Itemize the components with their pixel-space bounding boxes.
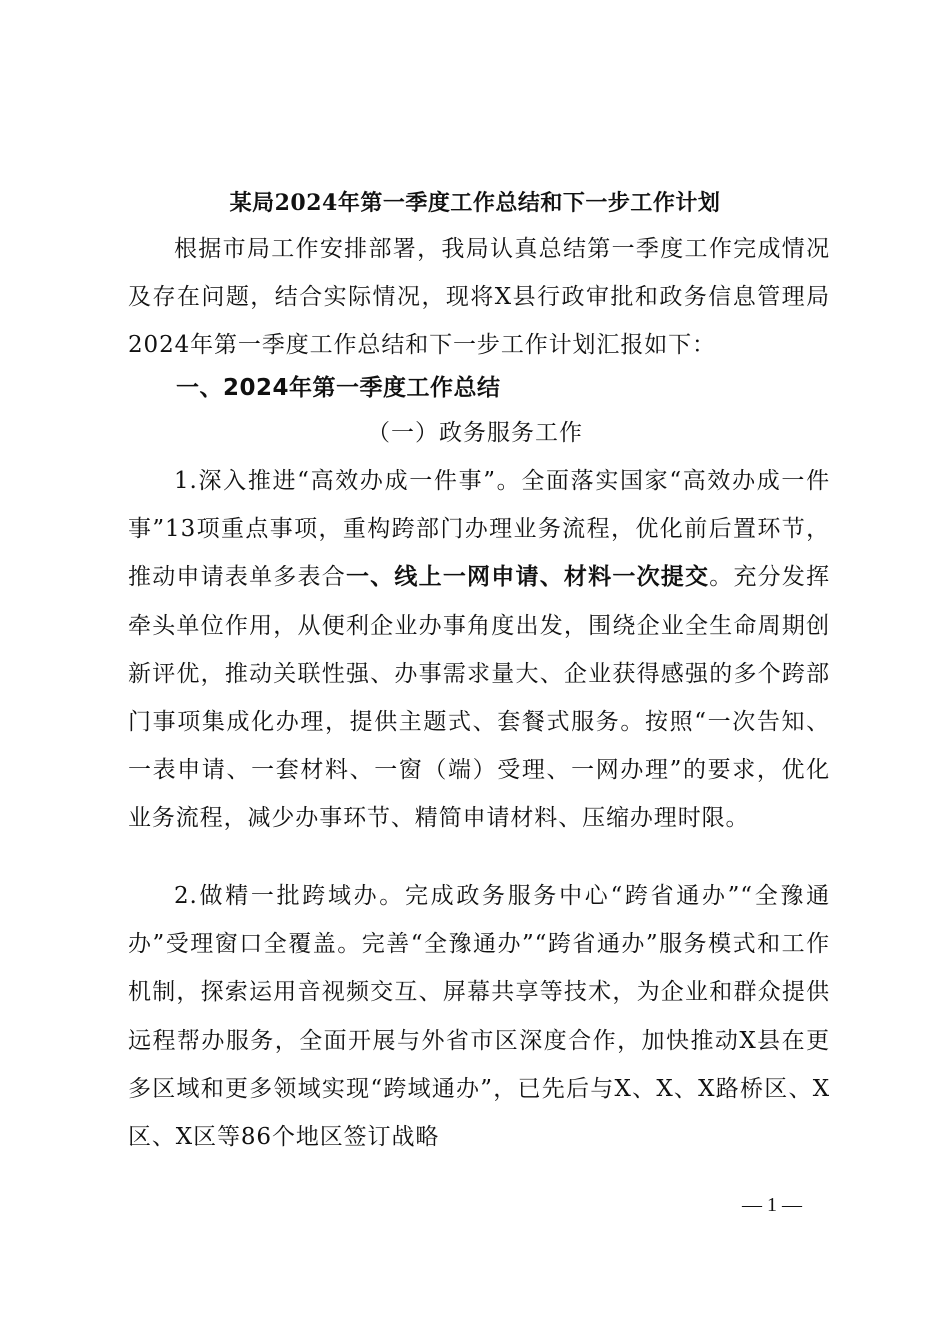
paragraph-item-2 <box>128 872 830 1161</box>
page-number: — 1 — <box>742 1194 802 1216</box>
item-1-lead: 1.深入推进“高效办成一件事”。全面落实国家“高效办成一件事”13项重点事项，重构跨部门办理业务流程，优化前后置环节，推动申请表单多表合 <box>128 468 830 591</box>
paragraph-item-1-text <box>128 457 830 843</box>
intro-paragraph <box>128 225 830 370</box>
paragraph-item-2-text: 2.做精一批跨域办。完成政务服务中心“跨省通办”“全豫通办”受理窗口全覆盖。完善“全豫通办”“跨省通办”服务模式和工作机制，探索运用音视频交互、屏幕共享等技术，为企业和群众提供远程帮办服务，全面开展与外省市区深度合作，加快推动X县在更多区域和更多领域实现“跨域通办”，已先后与X、X、X路桥区、X区、X区等86个地区签订战略 <box>128 883 830 1151</box>
subsection-heading: （一）政务服务工作 <box>367 420 583 446</box>
document-title: 某局2024年第一季度工作总结和下一步工作计划 <box>229 190 721 216</box>
intro-text: 根据市局工作安排部署，我局认真总结第一季度工作完成情况及存在问题，结合实际情况，现将X县行政审批和政务信息管理局2024年第一季度工作总结和下一步工作计划汇报如下： <box>128 236 830 359</box>
paragraph-item-1 <box>128 457 830 843</box>
item-1-tail: 。充分发挥牵头单位作用，从便利企业办事角度出发，围绕企业全生命周期创新评优，推动关联性强、办事需求量大、企业获得感强的多个跨部门事项集成化办理，提供主题式、套餐式服务。按照“一次告知、一表申请、一套材料、一窗（端）受理、一网办理”的要求，优化业务流程，减少办事环节、精简申请材料、压缩办理时限。 <box>128 564 831 832</box>
item-1-emphasis: 一、线上一网申请、材料一次提交 <box>345 564 710 591</box>
section-heading: 一、2024年第一季度工作总结 <box>176 375 501 401</box>
